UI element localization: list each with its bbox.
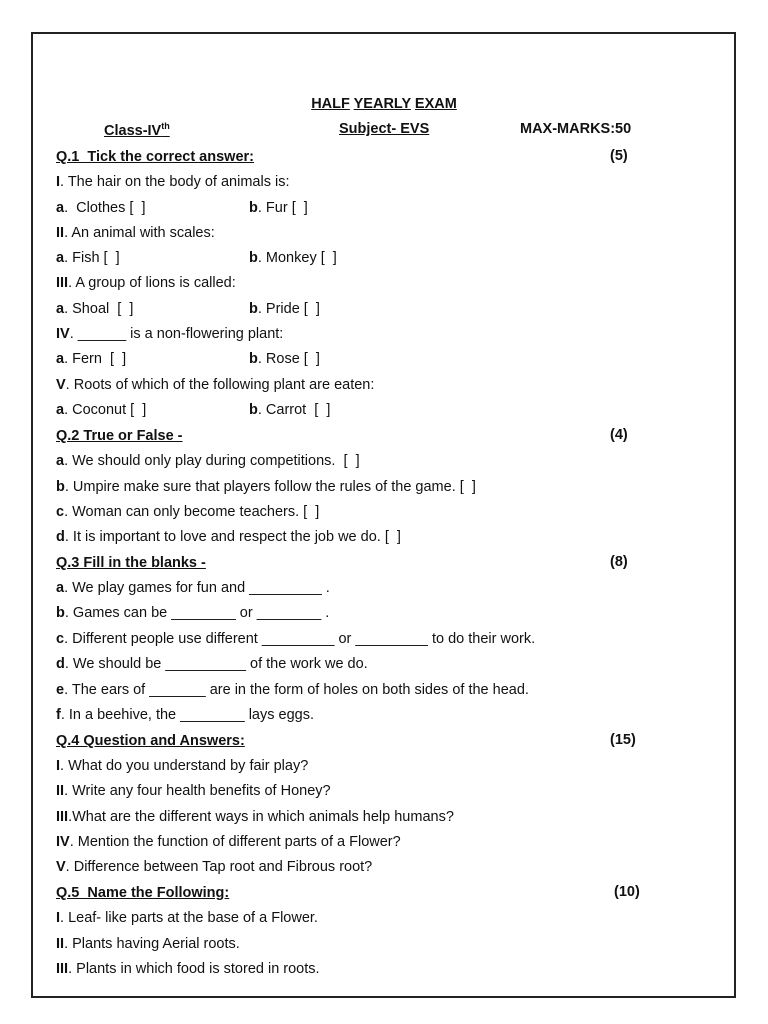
- q1-item-2-option-b: b. Monkey [ ]: [249, 250, 337, 266]
- q1-item-4: IV. ______ is a non-flowering plant:: [56, 326, 284, 342]
- q1-item-5-option-b: b. Carrot [ ]: [249, 402, 331, 418]
- q3-item-c: c. Different people use different _________ or _________ to do their work.: [56, 631, 536, 647]
- q1-heading: Q.1 Tick the correct answer:: [56, 149, 254, 165]
- exam-title: [0, 96, 768, 112]
- q1-item-1-option-a: a. Clothes [ ]: [56, 200, 146, 216]
- q3-item-f: f. In a beehive, the ________ lays eggs.: [56, 707, 314, 723]
- q4-marks: (15): [610, 732, 636, 748]
- q1-item-2: II. An animal with scales:: [56, 225, 215, 241]
- q1-item-5-option-a: a. Coconut [ ]: [56, 402, 147, 418]
- q1-item-4-option-a: a. Fern [ ]: [56, 351, 127, 367]
- q3-item-d: d. We should be __________ of the work we do.: [56, 656, 368, 672]
- title-word-exam: EXAM: [414, 96, 457, 112]
- q5-item-1: I. Leaf- like parts at the base of a Flower.: [56, 910, 318, 926]
- q3-item-a: a. We play games for fun and _________ .: [56, 580, 330, 596]
- q1-item-1: I. The hair on the body of animals is:: [56, 174, 290, 190]
- q5-item-2: II. Plants having Aerial roots.: [56, 936, 240, 952]
- q3-item-e: e. The ears of _______ are in the form of holes on both sides of the head.: [56, 682, 529, 698]
- q1-item-5: V. Roots of which of the following plant are eaten:: [56, 377, 375, 393]
- title-word-yearly: YEARLY: [353, 96, 411, 112]
- q4-heading: Q.4 Question and Answers:: [56, 733, 245, 749]
- q2-heading: Q.2 True or False -: [56, 428, 183, 444]
- q1-item-1-option-b: b. Fur [ ]: [249, 200, 308, 216]
- class-label: Class-IVth: [104, 121, 170, 139]
- q1-item-2-option-a: a. Fish [ ]: [56, 250, 120, 266]
- q4-item-2: II. Write any four health benefits of Honey?: [56, 783, 331, 799]
- q4-item-3: III.What are the different ways in which animals help humans?: [56, 809, 454, 825]
- q2-item-a: a. We should only play during competitions. [ ]: [56, 453, 360, 469]
- q1-item-3-option-b: b. Pride [ ]: [249, 301, 320, 317]
- q3-heading: Q.3 Fill in the blanks -: [56, 555, 206, 571]
- q4-item-5: V. Difference between Tap root and Fibrous root?: [56, 859, 373, 875]
- q1-item-4-option-b: b. Rose [ ]: [249, 351, 320, 367]
- q3-marks: (8): [610, 554, 628, 570]
- q4-item-1: I. What do you understand by fair play?: [56, 758, 309, 774]
- q1-item-3-option-a: a. Shoal [ ]: [56, 301, 134, 317]
- q3-item-b: b. Games can be ________ or ________ .: [56, 605, 330, 621]
- q4-item-4: IV. Mention the function of different parts of a Flower?: [56, 834, 401, 850]
- q1-marks: (5): [610, 148, 628, 164]
- subject-label: Subject- EVS: [339, 121, 430, 137]
- q2-item-c: c. Woman can only become teachers. [ ]: [56, 504, 320, 520]
- q1-item-3: III. A group of lions is called:: [56, 275, 236, 291]
- q5-heading: Q.5 Name the Following:: [56, 885, 230, 901]
- q5-item-3: III. Plants in which food is stored in roots.: [56, 961, 320, 977]
- max-marks: MAX-MARKS:50: [520, 121, 632, 137]
- q2-marks: (4): [610, 427, 628, 443]
- q2-item-b: b. Umpire make sure that players follow the rules of the game. [ ]: [56, 479, 476, 495]
- q2-item-d: d. It is important to love and respect the job we do. [ ]: [56, 529, 401, 545]
- title-word-half: HALF: [311, 96, 350, 112]
- q5-marks: (10): [614, 884, 640, 900]
